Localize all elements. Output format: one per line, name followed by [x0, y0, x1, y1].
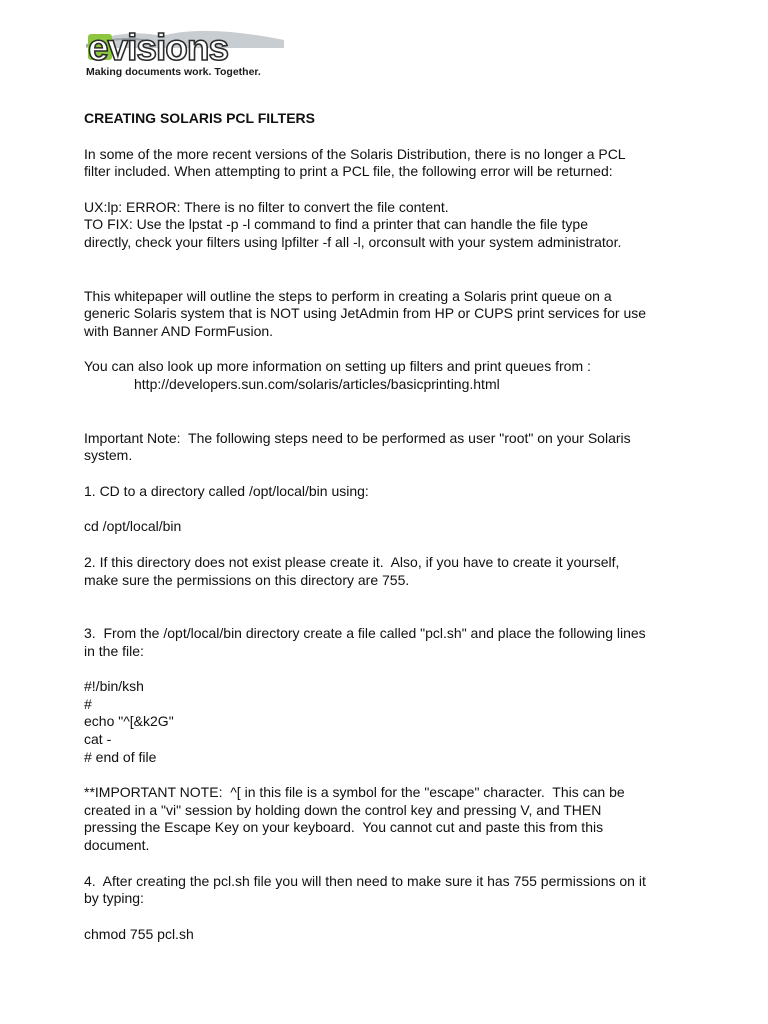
step-1-command: cd /opt/local/bin: [84, 518, 182, 535]
document-body: [84, 110, 704, 943]
step-3: 3. From the /opt/local/bin directory create a file called "pcl.sh" and place the following lines in the file:: [84, 625, 646, 659]
logo-graphic: [84, 26, 294, 66]
step-4-command: chmod 755 pcl.sh: [84, 925, 194, 942]
step-4: 4. After creating the pcl.sh file you will then need to make sure it has 755 permissions on it by typing:: [84, 872, 646, 907]
logo-tagline: Making documents work. Together.: [86, 66, 261, 78]
intro-paragraph: In some of the more recent versions of the Solaris Distribution, there is no longer a PCL filter included. When attempting to print a PCL file, the following error will be returned:: [84, 145, 626, 180]
escape-note: **IMPORTANT NOTE: ^[ in this file is a symbol for the "escape" character. This can be created in a "vi" session by holding down the control key and pressing V, and THEN pressing the Escape Key on your keyboard. You cannot cut and paste this from this document.: [84, 784, 625, 854]
outline-paragraph: This whitepaper will outline the steps to perform in creating a Solaris print queue on a generic Solaris system that is NOT using JetAdmin from HP or CUPS print services for use with Banner AND FormFusion.: [84, 287, 647, 339]
important-note: Important Note: The following steps need to be performed as user "root" on your Solaris system.: [84, 429, 631, 464]
lookup-paragraph: You can also look up more information on setting up filters and print queues from :: [84, 358, 591, 375]
lookup-url: http://developers.sun.com/solaris/articles/basicprinting.html: [134, 375, 500, 392]
script-lines: #!/bin/ksh # echo "^[&k2G" cat - # end of file: [84, 678, 174, 765]
step-1: 1. CD to a directory called /opt/local/bin using:: [84, 482, 369, 499]
page-title: CREATING SOLARIS PCL FILTERS: [84, 110, 316, 126]
logo-wordmark: evisions: [88, 27, 229, 66]
step-2: 2. If this directory does not exist please create it. Also, if you have to create it yourself, make sure the permissions on this directory are 755.: [84, 553, 620, 588]
error-paragraph: UX:lp: ERROR: There is no filter to convert the file content. TO FIX: Use the lpstat -p -l command to find a printer that can handle the file type directly, check your filters using lpfilter -f all -l, orconsult with your system administrator.: [84, 198, 622, 250]
